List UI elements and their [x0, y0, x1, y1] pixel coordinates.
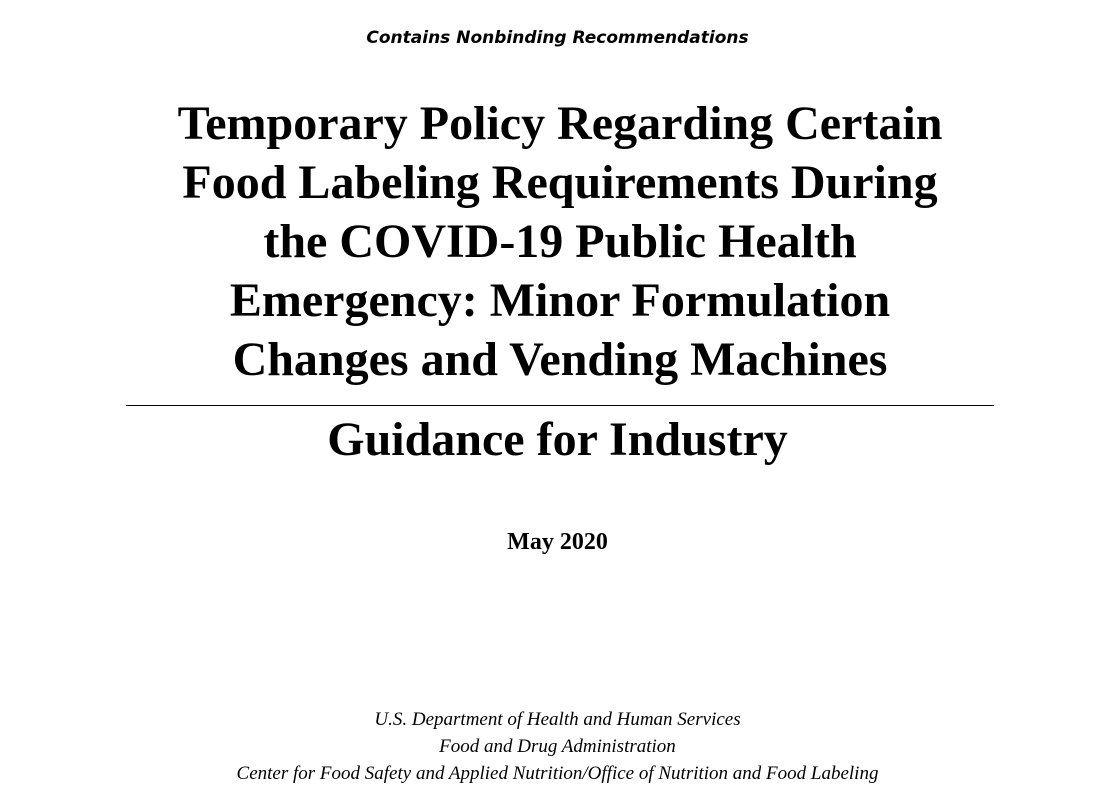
title-line: Temporary Policy Regarding Certain	[177, 97, 943, 150]
agency-line-fda: Food and Drug Administration	[439, 736, 676, 757]
agency-block	[0, 706, 1115, 787]
title-line: Changes and Vending Machines	[232, 333, 888, 386]
publication-date: May 2020	[507, 529, 608, 555]
title-divider	[126, 405, 994, 406]
title-line: Food Labeling Requirements During	[182, 156, 938, 209]
document-subtitle: Guidance for Industry	[327, 413, 788, 466]
agency-line-center: Center for Food Safety and Applied Nutrition/Office of Nutrition and Food Labeling	[236, 763, 879, 784]
title-line: Emergency: Minor Formulation	[229, 274, 891, 327]
title-line: the COVID-19 Public Health	[263, 215, 857, 268]
nonbinding-recommendations-note: Contains Nonbinding Recommendations	[366, 28, 749, 48]
document-title	[110, 94, 1010, 389]
agency-line-department: U.S. Department of Health and Human Services	[374, 709, 741, 730]
